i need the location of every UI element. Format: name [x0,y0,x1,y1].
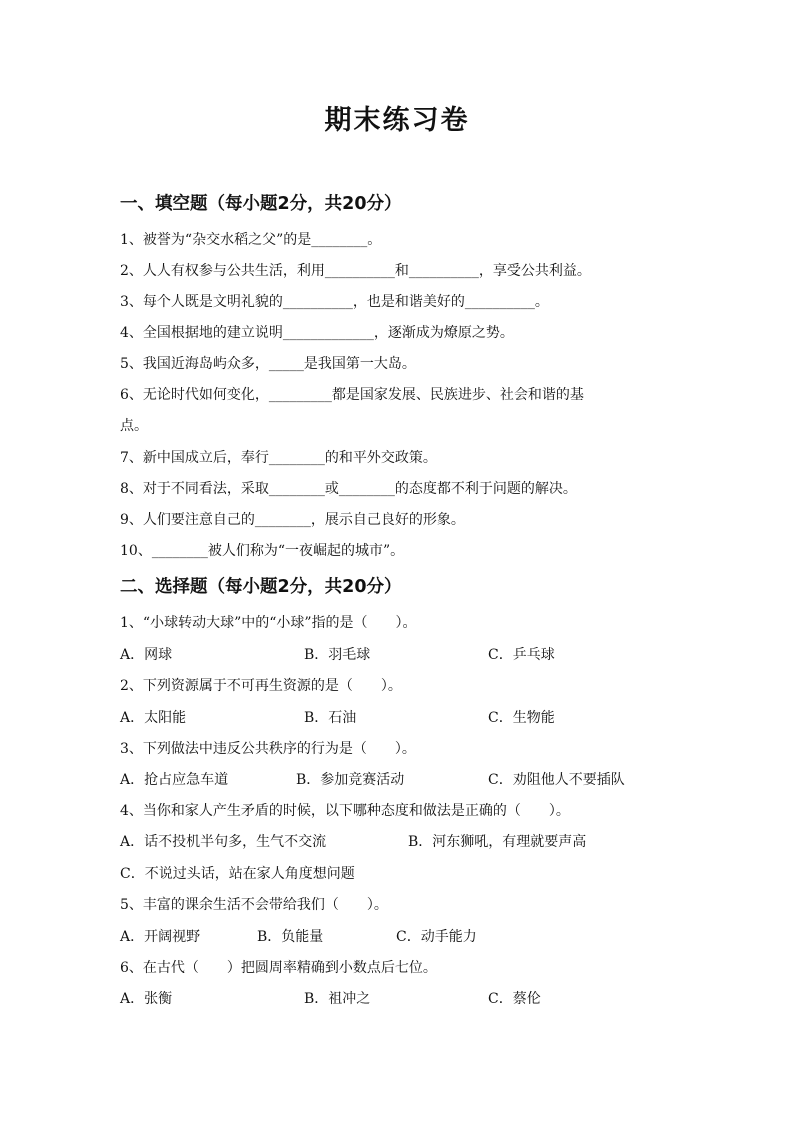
fill-blank-item: 6、无论时代如何变化，_________都是国家发展、民族进步、社会和谐的基 [120,387,584,403]
option-a: A．开阔视野 [120,929,201,945]
fill-blank-item: 9、人们要注意自己的________，展示自己良好的形象。 [120,512,465,528]
fill-blank-item: 1、被誉为“杂交水稻之父”的是________。 [120,232,382,248]
question-stem: 5、丰富的课余生活不会带给我们（ ）。 [120,897,388,913]
option-b: B．参加竞赛活动 [296,772,405,788]
option-b: B．河东狮吼，有理就要声高 [408,834,587,850]
fill-blank-item: 4、全国根据地的建立说明_____________，逐渐成为燎原之势。 [120,325,514,341]
option-c: C．劝阻他人不要插队 [488,772,625,788]
option-c: C．不说过头话，站在家人角度想问题 [120,866,355,882]
option-a: A．太阳能 [120,710,187,726]
option-b: B．祖冲之 [304,991,371,1007]
fill-blank-item: 5、我国近海岛屿众多，_____是我国第一大岛。 [120,356,416,372]
fill-blank-item: 8、对于不同看法，采取________或________的态度都不利于问题的解决。 [120,481,577,497]
option-c: C．乒乓球 [488,647,555,663]
question-stem: 6、在古代（ ）把圆周率精确到小数点后七位。 [120,960,437,976]
fill-blank-item-continuation: 点。 [120,418,148,434]
fill-blank-item: 10、________被人们称为“一夜崛起的城市”。 [120,543,405,559]
question-stem: 1、“小球转动大球”中的“小球”指的是（ ）。 [120,615,417,631]
option-b: B．羽毛球 [304,647,371,663]
option-a: A．网球 [120,647,173,663]
option-a: A．话不投机半句多，生气不交流 [120,834,327,850]
option-a: A．抢占应急车道 [120,772,229,788]
option-a: A．张衡 [120,991,173,1007]
question-stem: 3、下列做法中违反公共秩序的行为是（ ）。 [120,741,416,757]
section-heading-fill-blank: 一、填空题（每小题2分，共20分） [120,194,402,214]
question-stem: 4、当你和家人产生矛盾的时候，以下哪种态度和做法是正确的（ ）。 [120,803,570,819]
section-heading-multiple-choice: 二、选择题（每小题2分，共20分） [120,577,402,597]
option-b: B．石油 [304,710,357,726]
question-stem: 2、下列资源属于不可再生资源的是（ ）。 [120,678,402,694]
option-c: C．蔡伦 [488,991,541,1007]
fill-blank-item: 2、人人有权参与公共生活，利用__________和__________，享受公共利益。 [120,263,591,279]
option-c: C．生物能 [488,710,555,726]
option-c: C．动手能力 [396,929,477,945]
page-title: 期末练习卷 [324,105,470,136]
option-b: B．负能量 [257,929,324,945]
fill-blank-item: 3、每个人既是文明礼貌的__________，也是和谐美好的__________。 [120,294,549,310]
fill-blank-item: 7、新中国成立后，奉行________的和平外交政策。 [120,450,437,466]
